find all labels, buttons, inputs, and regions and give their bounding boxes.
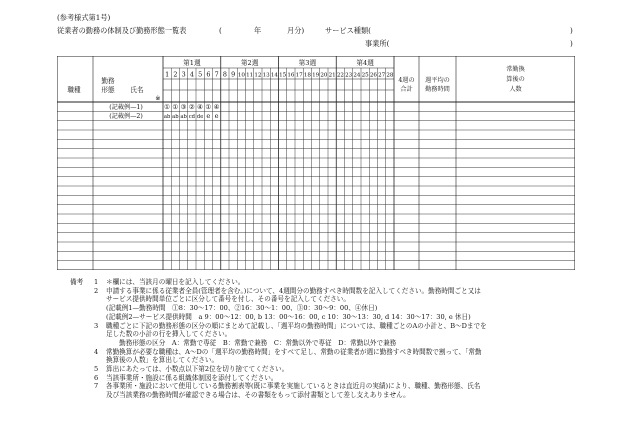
staff-schedule-table xyxy=(57,56,575,270)
note-text: 各事業所・施設において使用している勤務割表等(既に事業を実施しているときは直近月の実績)により、職種、勤務形態、氏名 xyxy=(106,382,481,391)
note-line xyxy=(70,356,620,365)
day-header-5: 5 xyxy=(198,70,203,79)
day-header-18: 18 xyxy=(303,72,311,79)
note-line xyxy=(70,322,620,331)
notes-head xyxy=(70,304,94,313)
week-header-1: 第1週 xyxy=(183,59,201,67)
note-number xyxy=(94,339,106,348)
office-label: 事業所( xyxy=(365,39,390,48)
day-header-16: 16 xyxy=(287,72,295,79)
fte-header: 常勤換 xyxy=(506,66,525,73)
example-cell: ④ xyxy=(197,102,204,111)
note-text: 勤務形態の区分 A：常勤で専従 B：常勤で兼務 C：常勤以外で専従 D：常勤以外で兼務 xyxy=(106,338,397,347)
work-pattern-header: 勤務 xyxy=(101,77,115,85)
form-label: (参考様式第1号) xyxy=(57,13,111,22)
weekly-average-header: 勤務時間 xyxy=(425,86,450,93)
notes-section xyxy=(70,278,620,400)
notes-head xyxy=(70,287,94,296)
year-label: 年 xyxy=(254,26,262,35)
year-month-open: ( xyxy=(219,26,222,35)
notes-head xyxy=(70,365,94,374)
notes-head xyxy=(70,382,94,391)
example-cell: ab xyxy=(163,114,171,121)
example-cell: ③ xyxy=(180,102,187,111)
job-header: 職種 xyxy=(67,86,81,94)
day-header-8: 8 xyxy=(222,70,227,79)
note-number xyxy=(94,330,106,339)
note-number: 4 xyxy=(94,347,99,356)
day-header-21: 21 xyxy=(328,72,336,79)
note-text: 足した数の小計の行を挿入してください。 xyxy=(106,330,232,339)
example-cell: e xyxy=(206,112,211,121)
day-header-28: 28 xyxy=(386,72,394,79)
note-line xyxy=(70,382,620,391)
notes-head xyxy=(70,330,94,339)
notes-head: 備考 xyxy=(70,278,84,286)
note-line xyxy=(70,339,620,348)
example-cell: ab xyxy=(180,114,187,121)
day-header-11: 11 xyxy=(246,72,254,79)
day-header-3: 3 xyxy=(181,70,186,79)
note-number: 5 xyxy=(94,365,99,374)
example-cell: ① xyxy=(164,102,171,111)
example-cell: ab xyxy=(172,114,179,121)
note-text: サービス提供時間単位ごとに区分して番号を付し、その番号を記入してください。 xyxy=(106,295,350,304)
month-label: 月分) xyxy=(287,26,305,35)
note-number xyxy=(94,295,106,304)
day-header-27: 27 xyxy=(378,72,386,79)
day-header-15: 15 xyxy=(279,72,287,79)
day-header-6: 6 xyxy=(206,70,211,79)
example-cell: ① xyxy=(172,102,179,111)
day-header-25: 25 xyxy=(361,72,369,79)
note-number: 3 xyxy=(94,321,99,330)
day-header-12: 12 xyxy=(254,72,262,79)
note-number: 2 xyxy=(94,286,99,295)
day-header-23: 23 xyxy=(345,72,353,79)
example-cell: ④ xyxy=(213,102,220,111)
note-text: 申請する事業に係る従業者全員(管理者を含む。)について、4週間分の勤務すべき時間数を記入してください。勤務時間ごと又は xyxy=(106,286,481,295)
example-row-label: (記載例—1) xyxy=(109,103,143,111)
note-text: 及び当該業務の勤務時間が確認できる場合は、その書類をもって添付書類として差し支えありません。 xyxy=(106,391,410,400)
note-text: ＊欄には、当該月の曜日を記入してください。 xyxy=(106,278,245,286)
notes-head xyxy=(70,295,94,304)
notes-head xyxy=(70,391,94,400)
week-header-3: 第3週 xyxy=(298,59,317,67)
office-close: ) xyxy=(570,39,573,48)
note-line xyxy=(70,365,620,374)
notes-head xyxy=(70,374,94,383)
note-number xyxy=(94,356,106,365)
note-number xyxy=(94,391,106,400)
form-title: 従業者の勤務の体制及び勤務形態一覧表 xyxy=(57,26,187,35)
note-line xyxy=(70,295,620,304)
day-header-17: 17 xyxy=(295,72,303,79)
example-cell: ① xyxy=(205,102,212,111)
day-header-4: 4 xyxy=(189,70,194,79)
notes-head xyxy=(70,356,94,365)
service-type-close: ) xyxy=(570,26,573,35)
note-line xyxy=(70,313,620,322)
name-header: 氏名 xyxy=(130,86,144,94)
note-text: (記載例1—勤務時間 ①8：30～17：00、②16：30～1：00、③0：30～9：00、④休日) xyxy=(106,304,378,313)
day-header-7: 7 xyxy=(214,70,219,79)
note-number: 1 xyxy=(94,278,99,286)
fte-header: 算後の xyxy=(506,76,525,83)
day-header-14: 14 xyxy=(270,72,278,79)
four-week-total-header: 4週の xyxy=(398,77,415,84)
day-header-20: 20 xyxy=(320,72,328,79)
four-week-total-header: 合計 xyxy=(400,86,413,93)
week-header-2: 第2週 xyxy=(240,59,259,67)
note-text: 換算後の人数」を算出してください。 xyxy=(106,356,219,365)
note-number: 7 xyxy=(94,382,99,391)
note-text: 算出にあたっては、小数点以下第2位を切り捨ててください。 xyxy=(106,365,289,374)
note-text: (記載例2—サービス提供時間 a 9：00～12：00, b 13：00～16：00, c 10：30～13：30, d 14：30～17：30, e 休日) xyxy=(106,312,471,321)
day-header-24: 24 xyxy=(353,72,361,79)
notes-head xyxy=(70,313,94,322)
day-header-22: 22 xyxy=(336,72,344,79)
day-header-26: 26 xyxy=(369,72,377,79)
note-line xyxy=(70,330,620,339)
day-header-13: 13 xyxy=(262,72,270,79)
note-number: 6 xyxy=(94,373,99,382)
note-number xyxy=(94,304,106,313)
notes-head xyxy=(70,339,94,348)
example-cell: de xyxy=(196,114,204,121)
day-header-9: 9 xyxy=(231,70,236,79)
example-row-label: (記載例—2) xyxy=(109,113,143,121)
note-number xyxy=(94,313,106,322)
service-type-label: サービス種類( xyxy=(325,26,371,35)
day-header-2: 2 xyxy=(173,70,178,79)
note-text: 職種ごとに下記の勤務形態の区分の順にまとめて記載し、「週平均の勤務時間」については、職種ごとのAの小計と、B～Dまでを xyxy=(106,321,487,330)
day-header-10: 10 xyxy=(237,72,245,79)
note-text: 当該事業所・施設に係る組織体制図を添付してください。 xyxy=(106,373,278,382)
day-header-1: 1 xyxy=(165,70,170,79)
week-header-4: 第4週 xyxy=(356,59,374,67)
notes-head xyxy=(70,322,94,331)
note-line xyxy=(70,278,620,287)
work-pattern-header: 形態 xyxy=(101,86,115,94)
example-cell: ② xyxy=(188,102,195,111)
note-text: 常勤換算が必要な職種は、A～Dの「週平均の勤務時間」をすべて足し、常勤の従業者が週に勤務すべき時間数で割って、「常勤 xyxy=(106,347,482,356)
notes-head xyxy=(70,348,94,357)
day-header-19: 19 xyxy=(312,72,320,79)
note-line xyxy=(70,304,620,313)
weekly-average-header: 週平均の xyxy=(425,77,450,84)
example-cell: cd xyxy=(188,114,195,121)
note-line xyxy=(70,391,620,400)
example-cell: e xyxy=(214,112,219,121)
fte-header: 人数 xyxy=(509,86,522,93)
weekday-marker-header: ※ xyxy=(155,95,161,102)
